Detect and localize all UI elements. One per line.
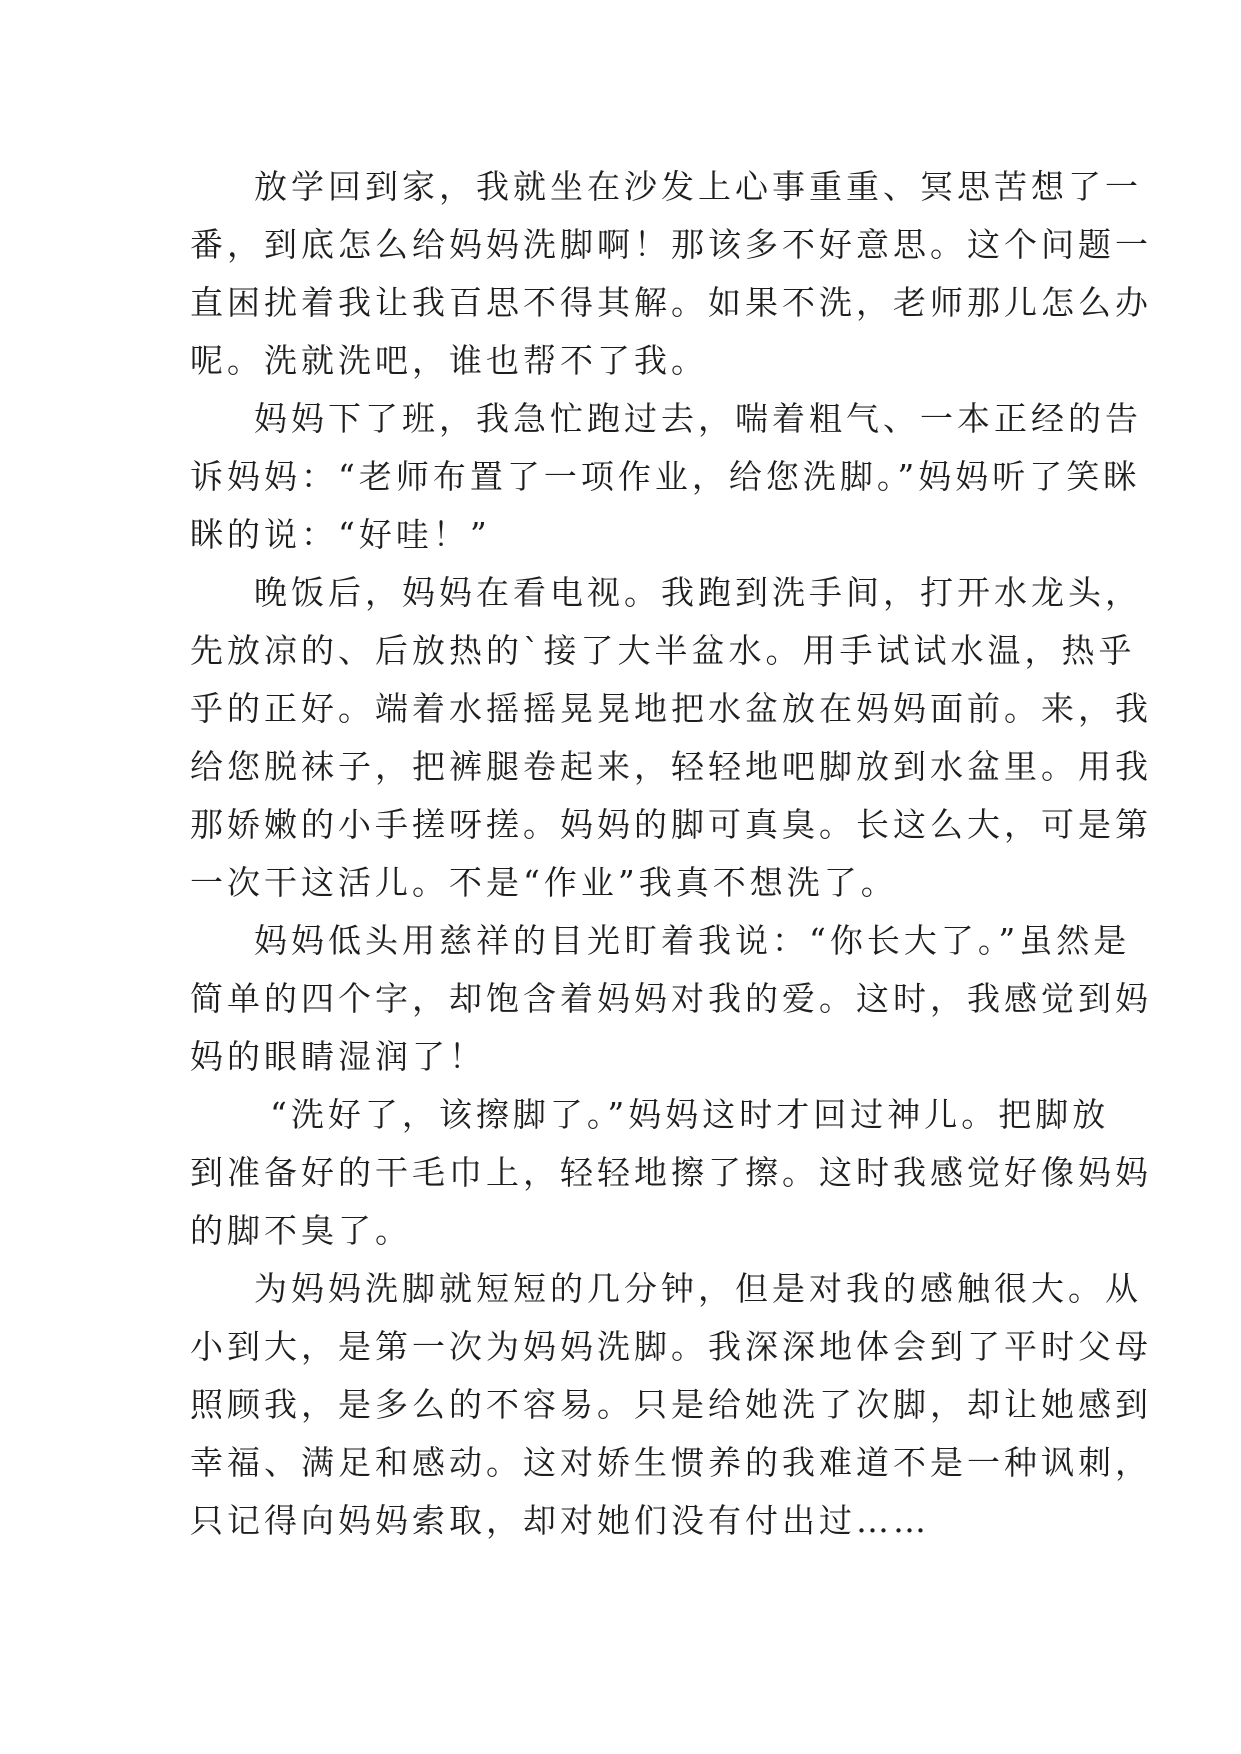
paragraph-3 bbox=[190, 564, 1152, 912]
paragraph-5 bbox=[190, 1086, 1152, 1260]
text-line: 晚饭后，妈妈在看电视。我跑到洗手间，打开水龙头， bbox=[254, 573, 1142, 612]
paragraph-1 bbox=[190, 158, 1152, 390]
text-line: “洗好了，该擦脚了。”妈妈这时才回过神儿。把脚放 bbox=[270, 1095, 1110, 1134]
text-line: 眯的说：“好哇！” bbox=[190, 515, 491, 554]
text-line: 简单的四个字，却饱含着妈妈对我的爱。这时，我感觉到妈 bbox=[190, 979, 1152, 1018]
text-line: 小到大，是第一次为妈妈洗脚。我深深地体会到了平时父母 bbox=[190, 1327, 1152, 1366]
text-line: 照顾我，是多么的不容易。只是给她洗了次脚，却让她感到 bbox=[190, 1385, 1152, 1424]
text-line: 番，到底怎么给妈妈洗脚啊！那该多不好意思。这个问题一 bbox=[190, 225, 1152, 264]
text-line: 妈妈下了班，我急忙跑过去，喘着粗气、一本正经的告 bbox=[254, 399, 1142, 438]
text-line: 妈的眼睛湿润了！ bbox=[190, 1037, 486, 1076]
text-line: 只记得向妈妈索取，却对她们没有付出过…… bbox=[190, 1501, 930, 1540]
text-line: 到准备好的干毛巾上，轻轻地擦了擦。这时我感觉好像妈妈 bbox=[190, 1153, 1152, 1192]
text-line: 乎的正好。端着水摇摇晃晃地把水盆放在妈妈面前。来，我 bbox=[190, 689, 1152, 728]
text-line: 放学回到家，我就坐在沙发上心事重重、冥思苦想了一 bbox=[254, 167, 1142, 206]
text-line: 给您脱袜子，把裤腿卷起来，轻轻地吧脚放到水盆里。用我 bbox=[190, 747, 1152, 786]
text-line: 为妈妈洗脚就短短的几分钟，但是对我的感触很大。从 bbox=[254, 1269, 1142, 1308]
text-line: 那娇嫩的小手搓呀搓。妈妈的脚可真臭。长这么大，可是第 bbox=[190, 805, 1152, 844]
text-line: 的脚不臭了。 bbox=[190, 1211, 412, 1250]
text-line: 一次干这活儿。不是“作业”我真不想洗了。 bbox=[190, 863, 898, 902]
text-line: 诉妈妈：“老师布置了一项作业，给您洗脚。”妈妈听了笑眯 bbox=[190, 457, 1141, 496]
text-line: 先放凉的、后放热的`接了大半盆水。用手试试水温，热乎 bbox=[190, 631, 1136, 670]
text-line: 幸福、满足和感动。这对娇生惯养的我难道不是一种讽刺， bbox=[190, 1443, 1152, 1482]
paragraph-4 bbox=[190, 912, 1152, 1086]
paragraph-2 bbox=[190, 390, 1142, 564]
essay-body bbox=[190, 158, 1152, 1550]
paragraph-6 bbox=[190, 1260, 1152, 1550]
text-line: 直困扰着我让我百思不得其解。如果不洗，老师那儿怎么办 bbox=[190, 283, 1152, 322]
text-line: 呢。洗就洗吧，谁也帮不了我。 bbox=[190, 341, 708, 380]
text-line: 妈妈低头用慈祥的目光盯着我说：“你长大了。”虽然是 bbox=[254, 921, 1131, 960]
